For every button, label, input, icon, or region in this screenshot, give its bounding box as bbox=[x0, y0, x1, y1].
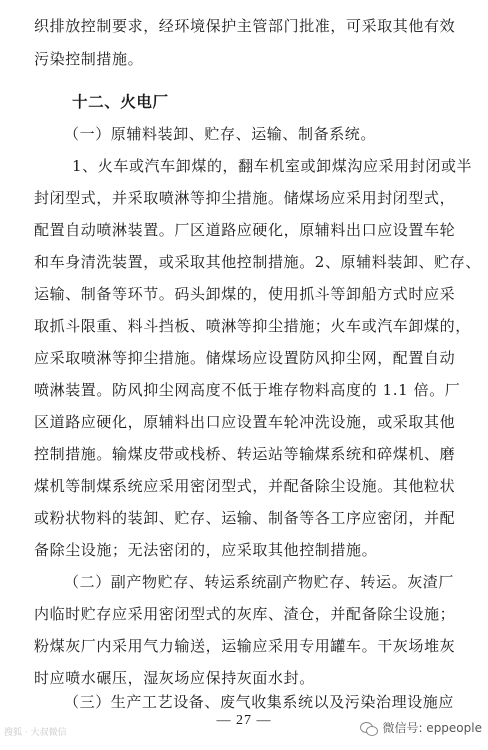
text-line: 粉煤灰厂内采用气力输送，运输应采用专用罐车。干灰场堆灰 bbox=[34, 637, 456, 655]
text-line: 区道路应硬化，原辅料出口应设置车轮冲洗设施，或采取其他 bbox=[34, 413, 456, 431]
text-line: 污染控制措施。 bbox=[34, 50, 144, 68]
wechat-label: 微信号: eppeople bbox=[382, 721, 482, 735]
text-line: 1、火车或汽车卸煤的，翻车机室或卸煤沟应采用封闭或半 bbox=[72, 157, 473, 175]
wechat-icon bbox=[360, 721, 378, 735]
text-line: 时应喷水碾压，湿灰场应保持灰面水封。 bbox=[34, 669, 315, 687]
section-heading: 十二、火电厂 bbox=[72, 93, 169, 111]
text-line: 封闭型式，并采取喷淋等抑尘措施。储煤场应采用封闭型式， bbox=[34, 189, 456, 207]
page-number: — 27 — bbox=[216, 713, 272, 728]
subsection-heading: （三）生产工艺设备、废气收集系统以及污染治理设施应 bbox=[64, 693, 455, 711]
text-line: 应采取喷淋等抑尘措施。储煤场应设置防风抑尘网，配置自动 bbox=[34, 349, 456, 367]
text-line: 控制措施。输煤皮带或栈桥、转运站等输煤系统和碎煤机、磨 bbox=[34, 445, 456, 463]
text-line: 配置自动喷淋装置。厂区道路应硬化，原辅料出口应设置车轮 bbox=[34, 221, 456, 239]
text-line: 或粉状物料的装卸、贮存、运输、制备等各工序应密闭，并配 bbox=[34, 509, 456, 527]
text-line: 织排放控制要求，经环境保护主管部门批准，可采取其他有效 bbox=[34, 17, 456, 35]
text-line: 运输、制备等环节。码头卸煤的，使用抓斗等卸船方式时应采 bbox=[34, 285, 456, 303]
text-line: 和车身清洗装置，或采取其他控制措施。2、原辅料装卸、贮存、 bbox=[34, 253, 481, 271]
text-line: 取抓斗限重、料斗挡板、喷淋等抑尘措施；火车或汽车卸煤的， bbox=[34, 317, 471, 335]
text-line: 喷淋装置。防风抑尘网高度不低于堆存物料高度的 1.1 倍。厂 bbox=[34, 381, 461, 399]
text-line: 内临时贮存应采用密闭型式的灰库、渣仓，并配备除尘设施； bbox=[34, 605, 456, 623]
watermark: 搜狐 · 大叔微信 bbox=[4, 728, 67, 738]
subsection-heading: （二）副产物贮存、转运系统副产物贮存、转运。灰渣厂 bbox=[64, 573, 455, 591]
wechat-watermark bbox=[360, 719, 482, 736]
text-line: 备除尘设施；无法密闭的，应采取其他控制措施。 bbox=[34, 541, 378, 559]
text-line: 煤机等制煤系统应采用密闭型式，并配备除尘设施。其他粒状 bbox=[34, 477, 456, 495]
subsection-heading: （一）原辅料装卸、贮存、运输、制备系统。 bbox=[64, 125, 377, 143]
